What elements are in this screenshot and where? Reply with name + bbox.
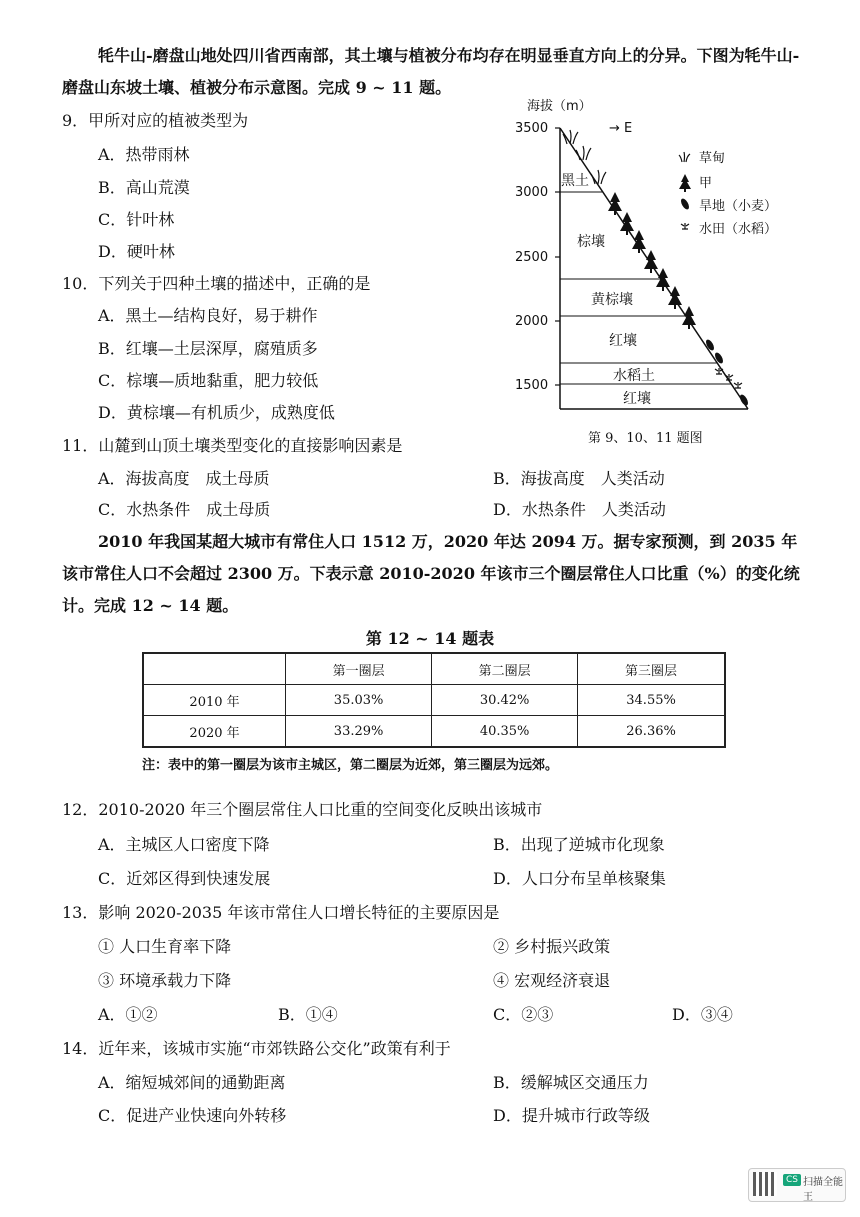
zone-paddy-soil: 水稻土 [613, 368, 655, 384]
table-row [143, 685, 725, 716]
q14-option-b: B．缓解城区交通压力 [493, 1073, 649, 1092]
q10-option-a: A．黑土—结构良好，易于耕作 [98, 306, 318, 325]
ytick-3500: 3500 [515, 121, 549, 136]
intro-paragraph-2: 2010 年我国某超大城市有常住人口 1512 万，2020 年达 2094 万。据专家预测，到 2035 年该市常住人口不会超过 2300 万。下表示意 2010-2020 年该市三个圈层常住人口比重（%）的变化统计。完成 12 ~ 14 题。 [62, 532, 800, 615]
q14-option-c: C．促进产业快速向外转移 [98, 1106, 287, 1125]
question-10-stem: 10．下列关于四种土壤的描述中，正确的是 [62, 274, 371, 293]
q13-option-d: D．③④ [672, 1005, 733, 1024]
q11-option-c: C．水热条件 成土母质 [98, 500, 271, 519]
q12-option-c: C．近郊区得到快速发展 [98, 869, 271, 888]
table-title: 第 12 ~ 14 题表 [365, 629, 495, 648]
q13-item-4: ④ 宏观经济衰退 [493, 971, 611, 990]
watermark-badge: CS [783, 1174, 801, 1186]
table-header-ring-2: 第二圈层 [432, 653, 578, 685]
q14-option-d: D．提升城市行政等级 [493, 1106, 650, 1125]
figure-direction: → E [609, 121, 633, 136]
q9-option-b: B．高山荒漠 [98, 178, 190, 197]
zone-brown-soil: 棕壤 [577, 234, 605, 250]
figure-ylabel: 海拔（m） [527, 99, 592, 114]
q13-option-c: C．②③ [493, 1005, 554, 1024]
q13-item-2: ② 乡村振兴政策 [493, 937, 611, 956]
scanner-watermark [748, 1168, 846, 1202]
q11-option-d: D．水热条件 人类活动 [493, 500, 666, 519]
question-12-stem: 12．2010-2020 年三个圈层常住人口比重的空间变化反映出该城市 [62, 800, 543, 819]
table-header-ring-1: 第一圈层 [286, 653, 432, 685]
legend-dryland: 旱地（小麦） [699, 199, 778, 214]
question-14-stem: 14．近年来，该城市实施“市郊铁路公交化”政策有利于 [62, 1039, 451, 1058]
table-header-row [143, 653, 725, 685]
legend-meadow: 草甸 [699, 151, 726, 166]
soil-vegetation-figure [505, 92, 805, 422]
zone-red-soil-lower: 红壤 [623, 391, 651, 407]
q11-option-a: A．海拔高度 成土母质 [98, 469, 270, 488]
watermark-text: 扫描全能王 [803, 1177, 843, 1203]
q13-option-a: A．①② [98, 1005, 158, 1024]
q10-option-c: C．棕壤—质地黏重，肥力较低 [98, 371, 319, 390]
ytick-1500: 1500 [515, 378, 549, 393]
paddy-symbols [715, 368, 742, 388]
zone-yellow-brown-soil: 黄棕壤 [591, 292, 633, 308]
table-row [143, 716, 725, 748]
q9-option-c: C．针叶林 [98, 210, 175, 229]
question-13-stem: 13．影响 2020-2035 年该市常住人口增长特征的主要原因是 [62, 903, 500, 922]
q13-item-3: ③ 环境承载力下降 [98, 971, 232, 990]
q12-option-a: A．主城区人口密度下降 [98, 835, 270, 854]
q10-option-d: D．黄棕壤—有机质少，成熟度低 [98, 403, 335, 422]
q13-option-b: B．①④ [278, 1005, 338, 1024]
ytick-2500: 2500 [515, 250, 549, 265]
q9-option-d: D．硬叶林 [98, 242, 175, 261]
q9-option-a: A．热带雨林 [98, 145, 190, 164]
wheat-symbols [704, 338, 749, 406]
table-cell: 2020 年 [143, 716, 286, 748]
legend-jia: 甲 [699, 176, 713, 191]
legend-paddy: 水田（水稻） [699, 222, 778, 237]
q14-option-a: A．缩短城郊间的通勤距离 [98, 1073, 286, 1092]
figure-caption: 第 9、10、11 题图 [588, 431, 703, 446]
q11-option-b: B．海拔高度 人类活动 [493, 469, 665, 488]
zone-red-soil-upper: 红壤 [609, 333, 637, 349]
population-table [142, 652, 726, 748]
q10-option-b: B．红壤—土层深厚，腐殖质多 [98, 339, 318, 358]
ytick-3000: 3000 [515, 185, 549, 200]
qr-code-icon [753, 1172, 777, 1196]
ytick-2000: 2000 [515, 314, 549, 329]
table-cell: 2010 年 [143, 685, 286, 716]
tree-symbols [608, 192, 696, 329]
q12-option-d: D．人口分布呈单核聚集 [493, 869, 666, 888]
table-cell: 34.55% [578, 685, 725, 716]
table-note: 注：表中的第一圈层为该市主城区，第二圈层为近郊，第三圈层为远郊。 [142, 758, 559, 773]
zone-black-soil: 黑土 [561, 173, 589, 189]
table-cell: 40.35% [432, 716, 578, 748]
intro-paragraph-1: 牦牛山-磨盘山地处四川省西南部，其土壤与植被分布均存在明显垂直方向上的分异。下图为牦牛山-磨盘山东坡土壤、植被分布示意图。完成 9 ~ 11 题。 [62, 46, 800, 97]
table-cell: 35.03% [286, 685, 432, 716]
table-cell: 33.29% [286, 716, 432, 748]
question-11-stem: 11．山麓到山顶土壤类型变化的直接影响因素是 [62, 436, 403, 455]
question-9-stem: 9．甲所对应的植被类型为 [62, 111, 249, 130]
table-cell: 30.42% [432, 685, 578, 716]
q12-option-b: B．出现了逆城市化现象 [493, 835, 665, 854]
table-header-corner [143, 653, 286, 685]
table-cell: 26.36% [578, 716, 725, 748]
table-header-ring-3: 第三圈层 [578, 653, 725, 685]
q13-item-1: ① 人口生育率下降 [98, 937, 232, 956]
